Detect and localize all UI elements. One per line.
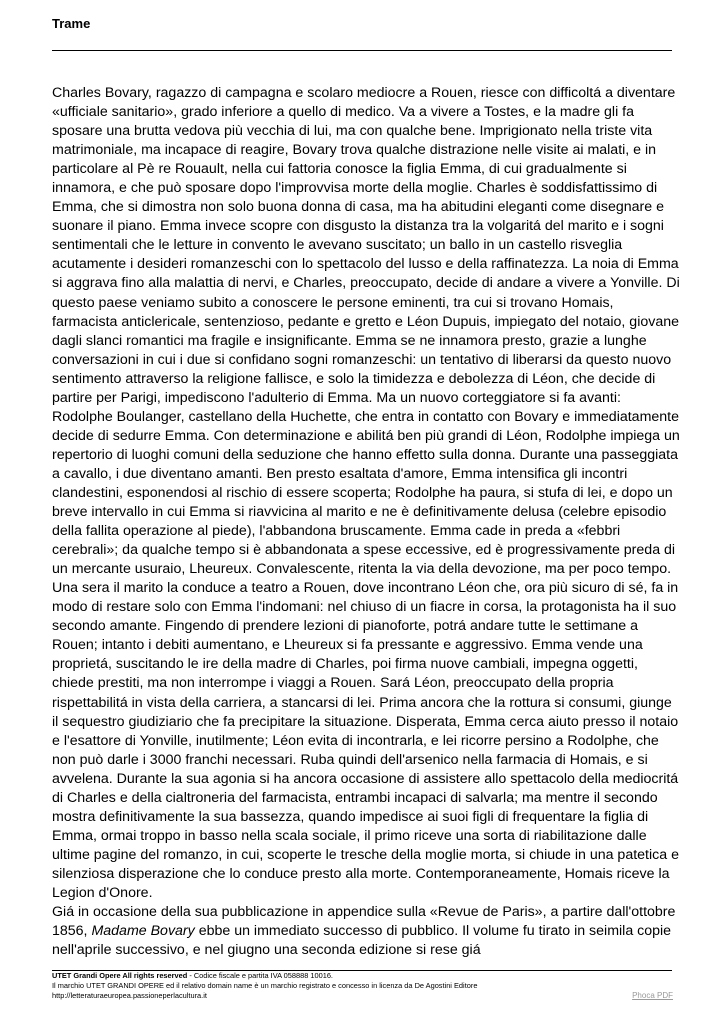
header-divider xyxy=(52,50,672,51)
paragraph-plot-summary: Charles Bovary, ragazzo di campagna e scolaro mediocre a Rouen, riesce con difficoltá a diventare «ufficiale sanitario», grado inferiore a quello di medico. Va a vivere a Tostes, e la madre gli fa sposare una brutta vedova più vecchia di lui, ma con qualche bene. Imprigionato nella triste vita matrimoniale, ma incapace di reagire, Bovary trova qualche distrazione nelle visite ai malati, e in particolare al Pè re Rouault, nella cui fattoria conosce la figlia Emma, di cui gradualmente si innamora, e che può sposare dopo l'improvvisa morte della moglie. Charles è soddisfattissimo di Emma, che si dimostra non solo buona donna di casa, ma ha abitudini eleganti come disegnare e suonare il piano. Emma invece scopre con disgusto la distanza tra la volgaritá del marito e i sogni sentimentali che le letture in convento le avevano suscitato; un ballo in un castello risveglia acutamente i desideri romanzeschi con lo spettacolo del lusso e della raffinatezza. La noia di Emma si aggrava fino alla malattia di nervi, e Charles, preoccupato, decide di andare a vivere a Yonville. Di questo paese veniamo subito a conoscere le persone eminenti, tra cui si trovano Homais, farmacista anticlericale, sentenzioso, pedante e gretto e Léon Dupuis, impiegato del notaio, giovane dagli slanci romantici ma fragile e insignificante. Emma se ne innamora presto, grazie a lunghe conversazioni in cui i due si confidano sogni romanzeschi: un tentativo di liberarsi da questo nuovo sentimento attraverso la religione fallisce, e solo la timidezza e debolezza di Léon, che decide di partire per Parigi, impediscono l'adulterio di Emma. Ma un nuovo corteggiatore si fa avanti: Rodolphe Boulanger, castellano della Huchette, che entra in contatto con Bovary e immediatamente decide di sedurre Emma. Con determinazione e abilitá ben più grandi di Léon, Rodolphe impiega un repertorio di luoghi comuni della seduzione che hanno effetto sulla donna. Durante una passeggiata a cavallo, i due diventano amanti. Ben presto esaltata d'amore, Emma intensifica gli incontri clandestini, esponendosi al rischio di essere scoperta; Rodolphe ha paura, si stufa di lei, e dopo un breve intervallo in cui Emma si riavvicina al marito e ne è definitivamente delusa (celebre episodio della fallita operazione al piede), l'abbandona bruscamente. Emma cade in preda a «febbri cerebrali»; da qualche tempo si è abbandonata a spese eccessive, ed è progressivamente preda di un mercante usuraio, Lheureux. Convalescente, ritenta la via della devozione, ma per poco tempo. Una sera il marito la conduce a teatro a Rouen, dove incontrano Léon che, ora più sicuro di sé, fa in modo di restare solo con Emma l'indomani: nel chiuso di un fiacre in corsa, la protagonista ha il suo secondo amante. Fingendo di prendere lezioni di pianoforte, potrá andare tutte le settimane a Rouen; intanto i debiti aumentano, e Lheureux si fa pressante e aggressivo. Emma vende una proprietá, suscitando le ire della madre di Charles, poi firma nuove cambiali, impegna oggetti, chiede prestiti, ma non interrompe i viaggi a Rouen. Sará Léon, preoccupato della propria rispettabilitá in vista della carriera, a stancarsi di lei. Prima ancora che la rottura si consumi, giunge il sequestro giudiziario che fa precipitare la situazione. Disperata, Emma cerca aiuto presso il notaio e l'esattore di Yonville, inutilmente; Léon evita di incontrarla, e lei ricorre persino a Rodolphe, che non può darle i 3000 franchi necessari. Ruba quindi dell'arsenico nella farmacia di Homais, e si avvelena. Durante la sua agonia si ha ancora occasione di assistere allo spettacolo della mediocritá di Charles e della cialtroneria del farmacista, entrambi incapaci di salvarla; ma mentre il secondo mostra definitivamente la sua bassezza, quando impedisce ai suoi figli di frequentare la figlia di Emma, ormai troppo in basso nella scala sociale, il primo riceve una sorta di riabilitazione dalle ultime pagine del romanzo, in cui, scoperte le tresche della moglie morta, si chiude in una patetica e silenziosa disperazione che lo conduce presto alla morte. Contemporaneamente, Homais riceve la Legion d'Onore. xyxy=(52,85,680,901)
article-body xyxy=(52,84,682,960)
phoca-pdf-link[interactable]: Phoca PDF xyxy=(632,991,673,1000)
footer-rights-rest: - Codice fiscale e partita IVA 058888 10016. xyxy=(187,971,333,980)
paragraph-publication-text-start: Giá in occasione della sua pubblicazione in appendice sulla «Revue de Paris», a partire dall'ottobre 1856, xyxy=(52,904,676,940)
paragraph-publication-text-end: ebbe un immediato successo di pubblico. Il volume fu tirato in seimila copie nell'aprile successivo, e nel giugno una seconda edizione si rese giá xyxy=(52,923,672,959)
paragraph-publication xyxy=(52,903,682,960)
page-header xyxy=(52,16,672,32)
page-footer xyxy=(52,971,612,1001)
footer-rights-bold: UTET Grandi Opere All rights reserved xyxy=(52,971,188,980)
footer-url-link[interactable]: http://letteraturaeuropea.passioneperlacultura.it xyxy=(52,991,207,1000)
page-title: Trame xyxy=(52,16,91,31)
footer-trademark-line: Il marchio UTET GRANDI OPERE ed il relativo domain name è un marchio registrato e concesso in licenza da De Agostini Editore xyxy=(52,981,478,990)
footer-rights-line xyxy=(52,971,612,981)
book-title-italic: Madame Bovary xyxy=(91,923,195,940)
